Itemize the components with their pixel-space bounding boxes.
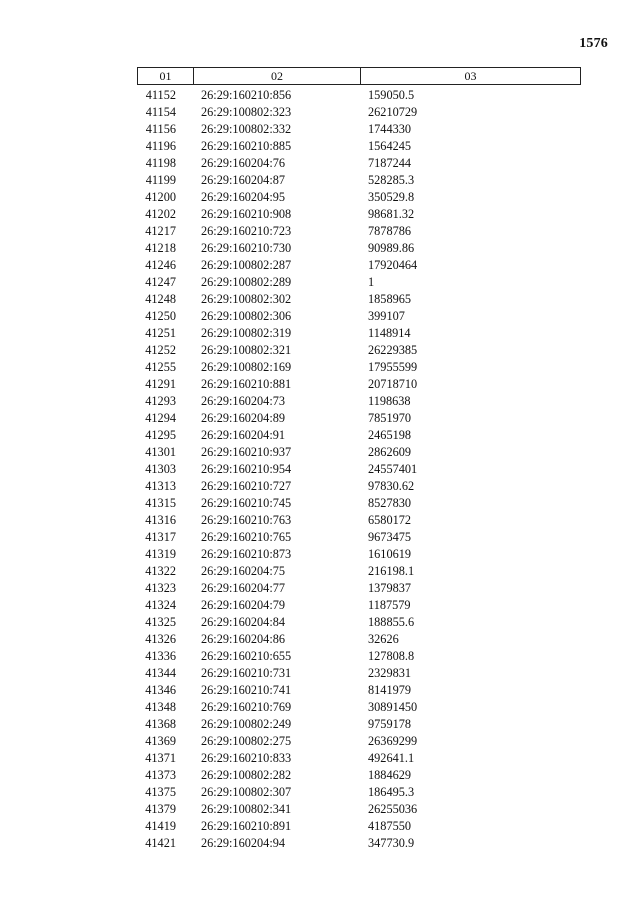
table-row — [137, 614, 581, 631]
cell-02: 26:29:100802:323 — [201, 105, 292, 119]
cell-01: 41371 — [145, 751, 176, 765]
cell-02: 26:29:160204:86 — [201, 632, 286, 646]
table-row — [137, 818, 581, 835]
table-row — [137, 478, 581, 495]
cell-03: 1610619 — [368, 547, 412, 561]
cell-03: 4187550 — [368, 819, 412, 833]
table-header — [137, 67, 581, 85]
data-table — [137, 67, 581, 852]
table-row — [137, 648, 581, 665]
cell-01: 41248 — [145, 292, 176, 306]
cell-01: 41319 — [145, 547, 176, 561]
cell-03: 90989.86 — [368, 241, 415, 255]
cell-01: 41316 — [145, 513, 176, 527]
cell-01: 41373 — [145, 768, 176, 782]
table-row — [137, 410, 581, 427]
cell-03: 399107 — [368, 309, 405, 323]
table-row — [137, 274, 581, 291]
cell-02: 26:29:160210:731 — [201, 666, 292, 680]
table-row — [137, 172, 581, 189]
cell-03: 216198.1 — [368, 564, 415, 578]
cell-01: 41295 — [145, 428, 176, 442]
table-row — [137, 427, 581, 444]
cell-03: 6580172 — [368, 513, 412, 527]
table-row — [137, 665, 581, 682]
cell-01: 41346 — [145, 683, 176, 697]
table-row — [137, 376, 581, 393]
cell-01: 41348 — [145, 700, 176, 714]
table-row — [137, 393, 581, 410]
table-row — [137, 631, 581, 648]
cell-02: 26:29:160204:95 — [201, 190, 286, 204]
cell-01: 41199 — [145, 173, 176, 187]
cell-03: 492641.1 — [368, 751, 415, 765]
cell-03: 98681.32 — [368, 207, 415, 221]
column-header-03: 03 — [464, 69, 477, 83]
table-row — [137, 580, 581, 597]
cell-03: 159050.5 — [368, 88, 415, 102]
page-number: 1576 — [579, 36, 608, 51]
cell-03: 26369299 — [368, 734, 418, 748]
cell-01: 41375 — [145, 785, 176, 799]
cell-03: 1148914 — [368, 326, 411, 340]
table-row — [137, 206, 581, 223]
table-row — [137, 597, 581, 614]
cell-03: 26229385 — [368, 343, 418, 357]
cell-03: 26210729 — [368, 105, 418, 119]
cell-02: 26:29:160210:655 — [201, 649, 292, 663]
cell-03: 2329831 — [368, 666, 412, 680]
cell-02: 26:29:160210:745 — [201, 496, 292, 510]
cell-03: 1379837 — [368, 581, 412, 595]
cell-01: 41368 — [145, 717, 176, 731]
table-row — [137, 716, 581, 733]
cell-03: 1564245 — [368, 139, 412, 153]
cell-01: 41317 — [145, 530, 176, 544]
table-row — [137, 121, 581, 138]
cell-02: 26:29:160204:76 — [201, 156, 286, 170]
cell-01: 41250 — [145, 309, 176, 323]
cell-03: 20718710 — [368, 377, 418, 391]
cell-02: 26:29:160210:833 — [201, 751, 292, 765]
cell-03: 30891450 — [368, 700, 418, 714]
table-row — [137, 359, 581, 376]
table-row — [137, 529, 581, 546]
cell-03: 188855.6 — [368, 615, 415, 629]
table-row — [137, 308, 581, 325]
cell-01: 41202 — [145, 207, 176, 221]
table-row — [137, 342, 581, 359]
cell-03: 97830.62 — [368, 479, 415, 493]
cell-01: 41291 — [145, 377, 176, 391]
cell-03: 127808.8 — [368, 649, 415, 663]
cell-03: 9673475 — [368, 530, 412, 544]
cell-02: 26:29:100802:319 — [201, 326, 292, 340]
cell-03: 8141979 — [368, 683, 412, 697]
cell-01: 41198 — [145, 156, 176, 170]
cell-02: 26:29:100802:289 — [201, 275, 292, 289]
cell-02: 26:29:160204:77 — [201, 581, 286, 595]
table-row — [137, 257, 581, 274]
cell-03: 17920464 — [368, 258, 418, 272]
cell-02: 26:29:100802:332 — [201, 122, 292, 136]
cell-03: 9759178 — [368, 717, 412, 731]
cell-01: 41217 — [145, 224, 176, 238]
cell-03: 7878786 — [368, 224, 412, 238]
table-row — [137, 767, 581, 784]
cell-02: 26:29:160210:908 — [201, 207, 292, 221]
cell-01: 41294 — [145, 411, 176, 425]
cell-01: 41251 — [145, 326, 176, 340]
cell-01: 41154 — [145, 105, 176, 119]
cell-03: 186495.3 — [368, 785, 415, 799]
cell-02: 26:29:100802:169 — [201, 360, 292, 374]
cell-01: 41369 — [145, 734, 176, 748]
cell-02: 26:29:160210:873 — [201, 547, 292, 561]
column-header-01: 01 — [138, 68, 194, 84]
table-row — [137, 546, 581, 563]
cell-03: 1 — [368, 275, 375, 289]
cell-02: 26:29:160204:89 — [201, 411, 286, 425]
cell-02: 26:29:100802:287 — [201, 258, 292, 272]
cell-01: 41303 — [145, 462, 176, 476]
cell-03: 2862609 — [368, 445, 412, 459]
cell-02: 26:29:100802:307 — [201, 785, 292, 799]
table-row — [137, 444, 581, 461]
cell-01: 41255 — [145, 360, 176, 374]
cell-03: 1187579 — [368, 598, 411, 612]
cell-01: 41326 — [145, 632, 176, 646]
cell-01: 41246 — [145, 258, 176, 272]
cell-02: 26:29:100802:282 — [201, 768, 292, 782]
cell-03: 350529.8 — [368, 190, 415, 204]
table-row — [137, 801, 581, 818]
table-row — [137, 733, 581, 750]
cell-03: 347730.9 — [368, 836, 415, 850]
cell-03: 7187244 — [368, 156, 412, 170]
cell-01: 41324 — [145, 598, 176, 612]
cell-02: 26:29:160210:954 — [201, 462, 292, 476]
cell-03: 1884629 — [368, 768, 412, 782]
cell-02: 26:29:160210:891 — [201, 819, 292, 833]
cell-01: 41421 — [145, 836, 176, 850]
table-row — [137, 512, 581, 529]
cell-01: 41315 — [145, 496, 176, 510]
table-row — [137, 325, 581, 342]
table-row — [137, 240, 581, 257]
cell-03: 17955599 — [368, 360, 418, 374]
table-row — [137, 682, 581, 699]
cell-01: 41301 — [145, 445, 176, 459]
cell-01: 41322 — [145, 564, 176, 578]
cell-03: 8527830 — [368, 496, 412, 510]
table-row — [137, 155, 581, 172]
cell-02: 26:29:160210:730 — [201, 241, 292, 255]
table-body — [137, 87, 581, 852]
cell-02: 26:29:100802:341 — [201, 802, 292, 816]
cell-02: 26:29:160210:727 — [201, 479, 292, 493]
cell-02: 26:29:100802:321 — [201, 343, 292, 357]
cell-02: 26:29:160204:91 — [201, 428, 286, 442]
cell-02: 26:29:160210:723 — [201, 224, 292, 238]
table-row — [137, 495, 581, 512]
cell-01: 41293 — [145, 394, 176, 408]
table-row — [137, 563, 581, 580]
table-row — [137, 138, 581, 155]
cell-01: 41344 — [145, 666, 176, 680]
cell-02: 26:29:160210:856 — [201, 88, 292, 102]
cell-01: 41325 — [145, 615, 176, 629]
cell-02: 26:29:160204:87 — [201, 173, 286, 187]
cell-02: 26:29:160210:885 — [201, 139, 292, 153]
cell-02: 26:29:160210:765 — [201, 530, 292, 544]
cell-01: 41323 — [145, 581, 176, 595]
table-row — [137, 104, 581, 121]
cell-03: 32626 — [368, 632, 399, 646]
cell-01: 41200 — [145, 190, 176, 204]
cell-02: 26:29:160204:94 — [201, 836, 286, 850]
cell-01: 41156 — [145, 122, 176, 136]
cell-03: 26255036 — [368, 802, 418, 816]
cell-02: 26:29:160204:75 — [201, 564, 286, 578]
cell-01: 41247 — [145, 275, 176, 289]
cell-02: 26:29:100802:306 — [201, 309, 292, 323]
cell-02: 26:29:100802:302 — [201, 292, 292, 306]
table-row — [137, 223, 581, 240]
table-row — [137, 784, 581, 801]
cell-02: 26:29:100802:249 — [201, 717, 292, 731]
table-row — [137, 461, 581, 478]
cell-03: 24557401 — [368, 462, 418, 476]
cell-01: 41313 — [145, 479, 176, 493]
cell-03: 1744330 — [368, 122, 412, 136]
cell-01: 41419 — [145, 819, 176, 833]
table-row — [137, 87, 581, 104]
table-row — [137, 750, 581, 767]
cell-02: 26:29:160210:881 — [201, 377, 292, 391]
cell-03: 1198638 — [368, 394, 411, 408]
table-row — [137, 291, 581, 308]
cell-03: 1858965 — [368, 292, 412, 306]
table-row — [137, 699, 581, 716]
cell-01: 41252 — [145, 343, 176, 357]
table-row — [137, 835, 581, 852]
cell-03: 7851970 — [368, 411, 412, 425]
cell-02: 26:29:160204:73 — [201, 394, 286, 408]
cell-03: 2465198 — [368, 428, 412, 442]
cell-03: 528285.3 — [368, 173, 415, 187]
cell-02: 26:29:160210:763 — [201, 513, 292, 527]
cell-01: 41336 — [145, 649, 176, 663]
cell-02: 26:29:160204:79 — [201, 598, 286, 612]
column-header-02: 02 — [194, 68, 361, 84]
cell-02: 26:29:100802:275 — [201, 734, 292, 748]
table-row — [137, 189, 581, 206]
cell-01: 41196 — [145, 139, 176, 153]
cell-01: 41218 — [145, 241, 176, 255]
cell-02: 26:29:160210:769 — [201, 700, 292, 714]
cell-02: 26:29:160204:84 — [201, 615, 286, 629]
cell-01: 41152 — [145, 88, 176, 102]
cell-02: 26:29:160210:937 — [201, 445, 292, 459]
cell-01: 41379 — [145, 802, 176, 816]
cell-02: 26:29:160210:741 — [201, 683, 292, 697]
